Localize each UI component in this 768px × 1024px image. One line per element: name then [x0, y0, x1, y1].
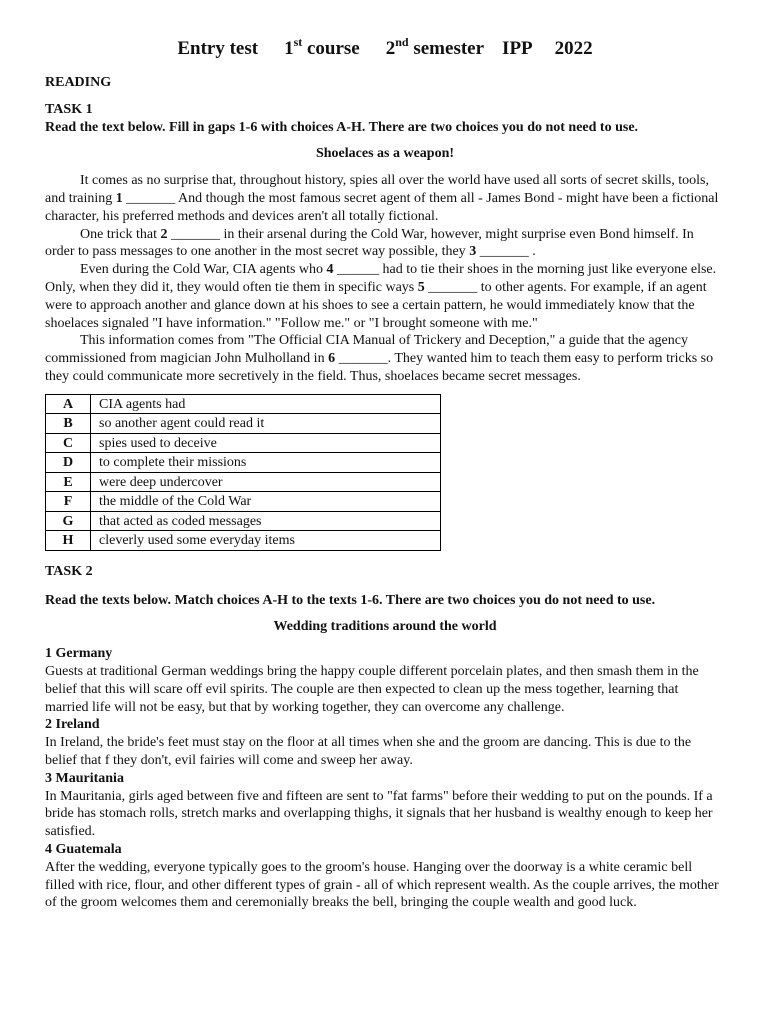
table-row: [46, 414, 441, 434]
table-row: [46, 511, 441, 531]
task1-title: Shoelaces as a weapon!: [315, 146, 455, 162]
task1-paragraph-4: This information comes from "The Official CIA Manual of Trickery and Deception," a guide that the agency commissioned from magician John Mulholland in 6 _______. They wanted him to teach them easy to perform tricks so they could communicate more secretively in the field. Thus, shoelaces became secret messages.: [45, 333, 714, 384]
choice-key: A: [46, 394, 91, 414]
choice-key: E: [46, 472, 91, 492]
title-year: 2022: [554, 38, 593, 59]
text-body-germany: Guests at traditional German weddings bring the happy couple different porcelain plates, and then smash them in the belief that this will scare off evil spirits. The couple are then expected to clean up the mess together, learning that married life will not be easy, but that by working together, they can overcome any challenge.: [45, 663, 699, 715]
choice-text: spies used to deceive: [91, 433, 441, 453]
table-row: [46, 453, 441, 473]
task1-paragraph-1: It comes as no surprise that, throughout history, spies all over the world have used all sorts of secret skills, tools, and training 1 _______ And though the most famous secret agent of them all - James Bond - might have been a fictional character, his preferred methods and devices aren't all totally fictional.: [45, 173, 719, 224]
task1-instruction: Read the text below. Fill in gaps 1-6 with choices A-H. There are two choices you do not need to use.: [45, 119, 639, 135]
task2-title: Wedding traditions around the world: [273, 619, 497, 635]
choice-text: cleverly used some everyday items: [91, 531, 441, 551]
choice-text: so another agent could read it: [91, 414, 441, 434]
title-semester: 2nd semester: [385, 35, 485, 59]
choice-key: F: [46, 492, 91, 512]
text-heading-mauritania: 3 Mauritania: [45, 770, 124, 786]
task1-label: TASK 1: [45, 101, 93, 117]
table-row: [46, 492, 441, 512]
task2-instruction: Read the texts below. Match choices A-H to the texts 1-6. There are two choices you do not need to use.: [45, 592, 656, 608]
title-ipp: IPP: [502, 38, 533, 59]
choice-key: B: [46, 414, 91, 434]
table-row: [46, 472, 441, 492]
task2-label: TASK 2: [45, 563, 93, 579]
text-body-mauritania: In Mauritania, girls aged between five and fifteen are sent to "fat farms" before their wedding to put on the pounds. If a bride has stomach rolls, stretch marks and overlapping thighs, it signals that her husband is wealthy enough to keep her satisfied.: [45, 788, 713, 840]
choice-text: the middle of the Cold War: [91, 492, 441, 512]
title-course: 1st course: [284, 35, 360, 59]
choice-key: G: [46, 511, 91, 531]
table-row: [46, 433, 441, 453]
text-heading-germany: 1 Germany: [45, 646, 113, 662]
choice-text: were deep undercover: [91, 472, 441, 492]
text-body-guatemala: After the wedding, everyone typically goes to the groom's house. Hanging over the doorway is a white ceramic bell filled with rice, flour, and other different types of grain - all of which represent wealth. As the couple arrives, the mother of the groom welcomes them and ceremonially breaks the bell, bringing the couple wealth and good luck.: [45, 859, 719, 911]
text-body-ireland: In Ireland, the bride's feet must stay on the floor at all times when she and the groom are dancing. This is due to the belief that f they don't, evil fairies will come and sweep her away.: [45, 735, 692, 768]
choice-key: H: [46, 531, 91, 551]
table-row: [46, 394, 441, 414]
choice-text: that acted as coded messages: [91, 511, 441, 531]
page-title: [45, 36, 725, 62]
choices-table: [45, 394, 441, 551]
choice-text: to complete their missions: [91, 453, 441, 473]
text-heading-guatemala: 4 Guatemala: [45, 841, 122, 857]
section-heading: READING: [45, 75, 112, 90]
choice-text: CIA agents had: [91, 394, 441, 414]
table-row: [46, 531, 441, 551]
task1-paragraph-2: One trick that 2 _______ in their arsenal during the Cold War, however, might surprise even Bond himself. In order to pass messages to one another in the most secret way possible, they 3 _______ .: [45, 226, 694, 260]
title-entry: Entry test: [177, 38, 259, 59]
text-heading-ireland: 2 Ireland: [45, 717, 100, 733]
document-page: [45, 36, 725, 912]
choice-key: C: [46, 433, 91, 453]
task1-paragraph-3: Even during the Cold War, CIA agents who 4 ______ had to tie their shoes in the morning just like everyone else. Only, when they did it, they would often tie them in specific ways 5 _______ to other agents. For example, if an agent were to approach another and glance down at his shoes to see a certain pattern, he would immediately know that the shoelaces signaled "I have information." "Follow me." or "I brought someone with me.": [45, 262, 717, 331]
choice-key: D: [46, 453, 91, 473]
